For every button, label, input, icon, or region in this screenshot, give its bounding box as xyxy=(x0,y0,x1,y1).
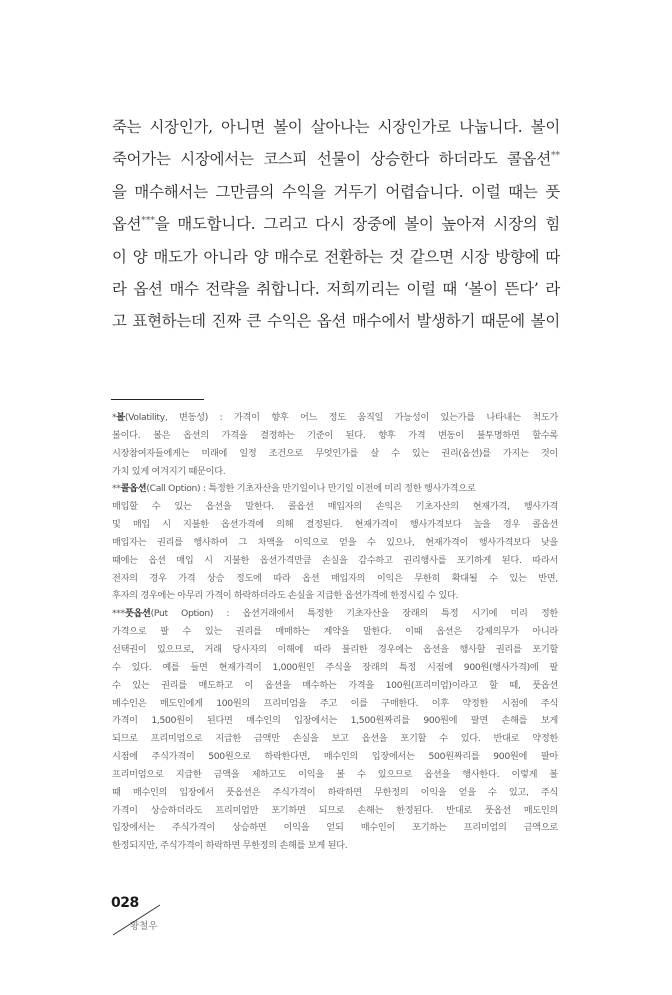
body-line-3: 을 매수해서는 그만큼의 수익을 거두기 어렵습니다. 이럴 때는 풋 xyxy=(112,182,560,201)
footnote-put-line-4: 수 있다. 예를 들면 현재가격이 1,000원인 주식을 장래의 특정 시점에 900원(행사가격)에 팔 xyxy=(112,661,558,673)
footnote-put-line-1 xyxy=(112,605,558,623)
footnote-put-line-2: 가격으로 팔 수 있는 권리를 매매하는 계약을 말한다. 이때 옵션은 강제의무가 아니라 xyxy=(112,626,558,638)
footnote-put-line-8: 되므로 프리미엄으로 지급한 금액만 손실을 보고 옵션을 포기할 수 있다. 반대로 약정한 xyxy=(112,733,558,745)
footnote-text: (Call Option) : 특정한 기초자산을 만기일이나 만기일 이전에 미리 정한 행사가격으로 xyxy=(146,483,476,495)
footnote-term-volatility: 볼 xyxy=(116,412,125,423)
footnote-marker: *** xyxy=(112,608,125,620)
footnote-put-line-9: 시점에 주식가격이 500원으로 하락한다면, 매수인의 입장에서는 500원짜리를 900원에 팔아 xyxy=(112,751,558,763)
footnote-put-line-12: 가격이 상승하더라도 프리미엄만 포기하면 되므로 손해는 한정된다. 반대로 풋옵션 매도인의 xyxy=(112,804,558,816)
author-name: 황철우 xyxy=(130,921,158,932)
body-line-7: 고 표현하는데 진짜 큰 수익은 옵션 매수에서 발생하기 때문에 볼이 xyxy=(112,312,560,331)
body-line-5: 이 양 매도가 아니라 양 매수로 전환하는 것 같으면 시장 방향에 따 xyxy=(112,247,560,266)
footnote-marker: * xyxy=(112,412,117,423)
footnote-marker: ** xyxy=(112,483,121,495)
footnote-put-line-7: 가격이 1,500원이 된다면 매수인의 입장에서는 1,500원짜리를 900원에 팔면 손해를 보게 xyxy=(112,715,558,727)
footnote-marker-call-option: ** xyxy=(551,151,560,162)
footnote-put-line-13: 입장에서는 주식가격이 상승하면 이익을 얻되 매수인이 포기하는 프리미엄의 금액으로 xyxy=(112,822,558,834)
footnote-volatility-line-1 xyxy=(112,409,558,427)
footnote-put-line-6: 매수인은 매도인에게 100원의 프리미엄을 주고 이를 구매한다. 이후 약정한 시점에 주식 xyxy=(112,697,558,709)
footnote-marker-put-option: *** xyxy=(141,216,155,227)
footnote-text: (Put Option) : 옵션거래에서 특정한 기초자산을 장래의 특정 시기에 미리 정한 xyxy=(150,608,558,620)
footnote-call-line-4: 매입자는 권리를 행사하여 그 차액을 이익으로 얻을 수 있으나, 현재가격이 행사가격보다 낮을 xyxy=(112,536,558,548)
footnote-volatility-line-2: 볼이다. 볼은 옵션의 가격을 결정하는 기준이 된다. 향후 가격 변동이 불투명하면 할수록 xyxy=(112,429,558,441)
body-line-4-text: 을 매도합니다. 그리고 다시 장중에 볼이 높아져 시장의 힘 xyxy=(154,215,560,234)
page-folio xyxy=(110,895,170,945)
footnote-put-line-3: 선택권이 있으므로, 거래 당사자의 이해에 따라 불리한 경우에는 옵션을 행사할 권리를 포기할 xyxy=(112,643,558,655)
body-line-6: 라 옵션 매수 전략을 취합니다. 저희끼리는 이럴 때 ‘볼이 뜬다’ 라 xyxy=(112,279,560,298)
page-number: 028 xyxy=(111,895,139,911)
body-line-4-prefix: 옵션 xyxy=(112,215,142,234)
footnote-put-line-10: 프리미엄으로 지급한 금액을 제하고도 이익을 볼 수 있으므로 옵션을 행사한다. 이렇게 볼 xyxy=(112,768,558,780)
footnote-volatility-line-4: 가치 있게 여겨지기 때문이다. xyxy=(112,465,226,477)
footnotes xyxy=(112,409,558,855)
body-text xyxy=(112,111,560,338)
footnote-text: (Volatility, 변동성) : 가격이 향후 어느 정도 움직일 가능성이 있는가를 나타내는 척도가 xyxy=(124,412,558,423)
footnote-call-line-5: 때에는 옵션 매입 시 지불한 옵션가격만큼 손실을 감수하고 권리행사를 포기하게 된다. 따라서 xyxy=(112,554,558,566)
body-line-2 xyxy=(112,143,560,175)
footnote-call-line-3: 및 매입 시 지불한 옵션가격에 의해 결정된다. 현재가격이 행사가격보다 높을 경우 콜옵션 xyxy=(112,519,558,531)
footnote-term-call-option: 콜옵션 xyxy=(120,483,147,495)
footnote-volatility-line-3: 시장참여자들에게는 미래에 일정 조건으로 무엇인가를 살 수 있는 권리(옵션)를 가지는 것이 xyxy=(112,447,558,459)
footnote-call-line-2: 매입할 수 있는 옵션을 말한다. 콜옵션 매입자의 손익은 기초자산의 현재가격, 행사가격 xyxy=(112,501,558,513)
footnote-term-put-option: 풋옵션 xyxy=(124,608,151,620)
footnote-call-line-1 xyxy=(112,480,558,498)
body-line-2-text: 죽어가는 시장에서는 코스피 선물이 상승한다 하더라도 콜옵션 xyxy=(112,150,551,169)
footnote-call-line-6: 전자의 경우 가격 상승 정도에 따라 옵션 매입자의 이익은 무한히 확대될 수 있는 반면, xyxy=(112,572,558,584)
footnote-put-line-14: 한정되지만, 주식가격이 하락하면 무한정의 손해를 보게 된다. xyxy=(112,840,348,852)
footnote-put-line-11: 때 매수인의 입장에서 풋옵션은 주식가격이 하락하면 무한정의 이익을 얻을 수 있고, 주식 xyxy=(112,786,558,798)
footnote-call-line-7: 후자의 경우에는 아무리 가격이 하락하더라도 손실을 지급한 옵션가격에 한정시킬 수 있다. xyxy=(112,590,459,602)
footnote-put-line-5: 수 있는 권리를 매도하고 이 옵션을 매수하는 가격을 100원(프리미엄)이라고 할 때, 풋옵션 xyxy=(112,679,558,691)
footnote-divider xyxy=(111,399,204,400)
body-line-1: 죽는 시장인가, 아니면 볼이 살아나는 시장인가로 나눕니다. 볼이 xyxy=(112,118,560,136)
body-line-4 xyxy=(112,208,560,240)
